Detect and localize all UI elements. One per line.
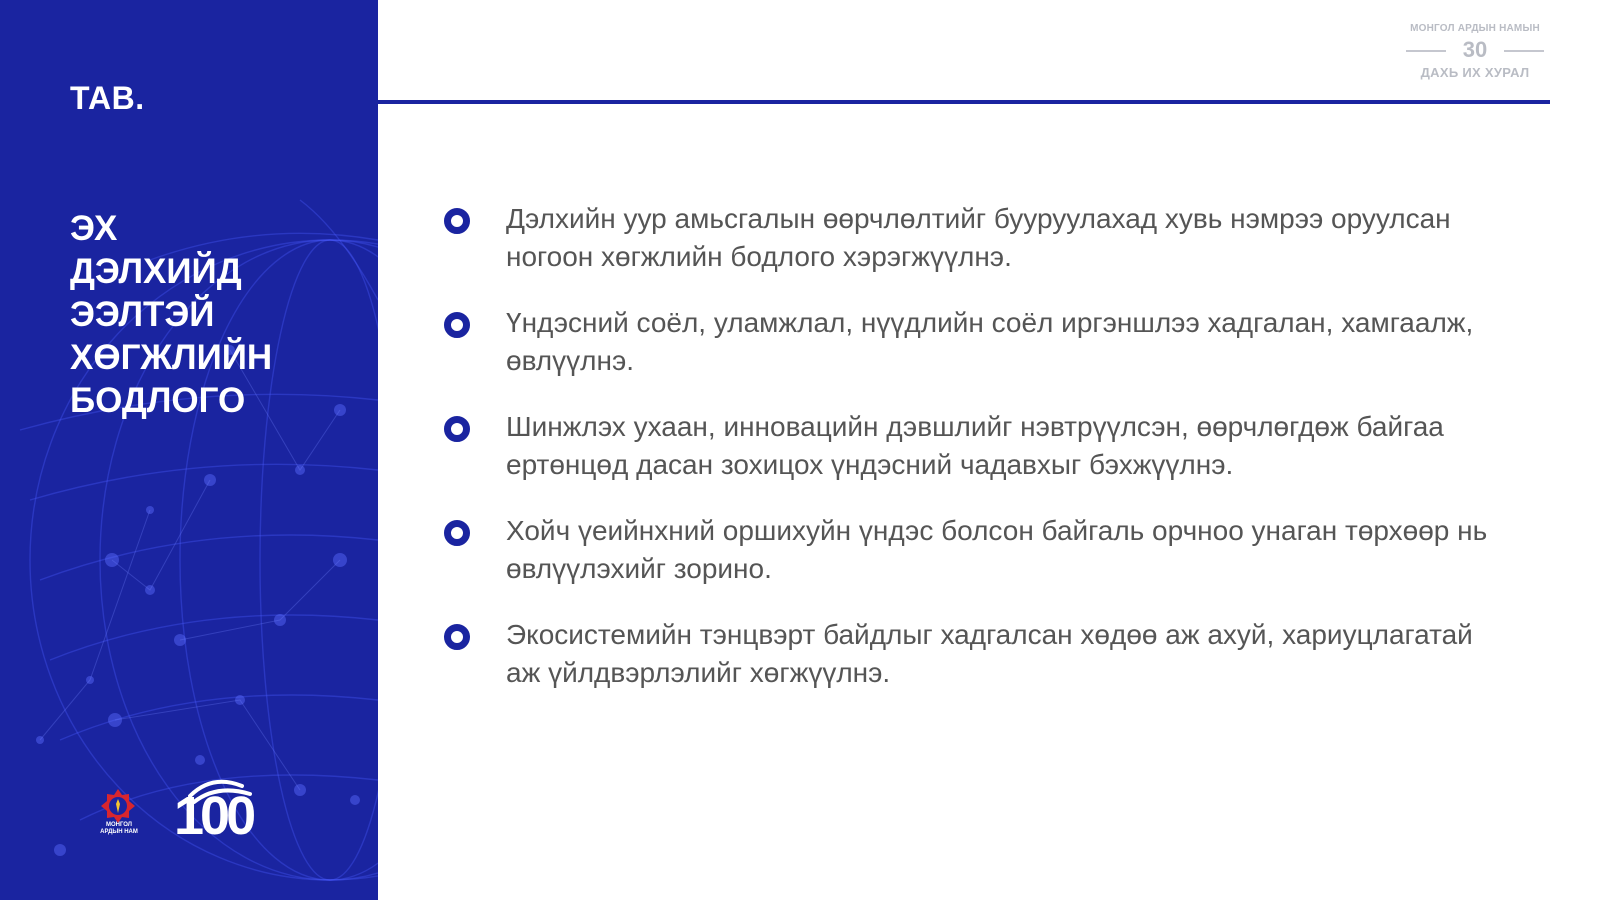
badge-rule-right (1504, 50, 1544, 52)
section-title-line: ХӨГЖЛИЙН (70, 338, 273, 377)
party-emblem-icon (100, 788, 136, 824)
section-title-line: ЭХ (70, 209, 118, 248)
anniversary-number: 100 (174, 786, 253, 846)
badge-top-text: МОНГОЛ АРДЫН НАМЫН (1410, 23, 1540, 34)
section-title-line: ЭЭЛТЭЙ (70, 295, 215, 334)
policy-item (444, 304, 1494, 408)
party-name: МОНГОЛ АРДЫН НАМ (100, 822, 138, 835)
section-code: ТАВ. (70, 80, 145, 116)
anniversary-logo (172, 776, 272, 844)
badge-number: 30 (1462, 37, 1488, 62)
congress-badge (1400, 22, 1550, 92)
section-title (70, 207, 370, 422)
ring-bullet-icon (444, 520, 470, 546)
policy-item (444, 512, 1494, 616)
badge-bottom-text: ДАХЬ ИХ ХУРАЛ (1420, 65, 1530, 80)
policy-item (444, 200, 1494, 304)
policy-text: Үндэсний соёл, уламжлал, нүүдлийн соёл иргэншлээ хадгалан, хамгаалж, өвлүүлнэ. (506, 307, 1474, 376)
policy-text: Экосистемийн тэнцвэрт байдлыг хадгалсан хөдөө аж ахуй, хариуцлагатай аж үйлдвэрлэлийг хөгжүүлнэ. (506, 619, 1473, 688)
section-title-line: ДЭЛХИЙД (70, 252, 242, 291)
ring-bullet-icon (444, 312, 470, 338)
ring-bullet-icon (444, 416, 470, 442)
side-panel (0, 0, 378, 900)
header-divider (378, 100, 1550, 104)
badge-number-row (1400, 36, 1550, 64)
globe-network-background (0, 0, 378, 900)
policy-text: Дэлхийн уур амьсгалын өөрчлөлтийг бууруулахад хувь нэмрээ оруулсан ногоон хөгжлийн бодлого хэрэгжүүлнэ. (506, 203, 1451, 272)
policy-item (444, 408, 1494, 512)
ring-bullet-icon (444, 208, 470, 234)
badge-rule-left (1406, 50, 1446, 52)
ring-bullet-icon (444, 624, 470, 650)
policy-item (444, 616, 1494, 720)
section-title-line: БОДЛОГО (70, 381, 246, 420)
party-logo (96, 788, 142, 844)
policy-text: Шинжлэх ухаан, инновацийн дэвшлийг нэвтрүүлсэн, өөрчлөгдөж байгаа ертөнцөд дасан зохицох үндэсний чадавхыг бэхжүүлнэ. (506, 411, 1444, 480)
policy-list (444, 200, 1494, 720)
policy-text: Хойч үеийнхний оршихуйн үндэс болсон байгаль орчноо унаган төрхөөр нь өвлүүлэхийг зорино. (506, 515, 1488, 584)
